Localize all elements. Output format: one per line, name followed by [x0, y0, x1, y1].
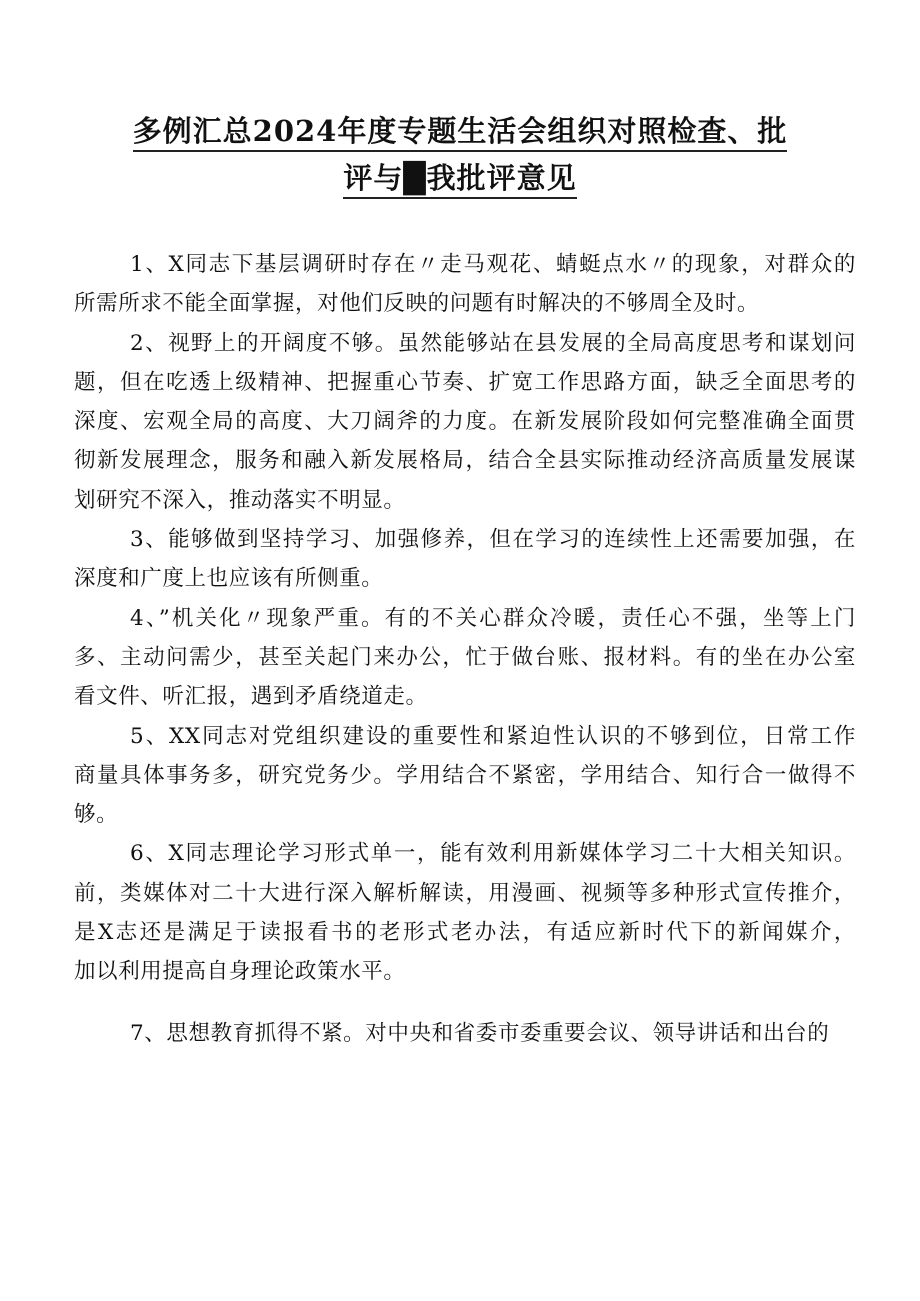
paragraph-2	[74, 324, 856, 520]
paragraph-5	[74, 717, 856, 835]
text-line: 所需所求不能全面掌握，对他们反映的问题有时解决的不够周全及时。	[74, 291, 760, 317]
text-line: 7、思想教育抓得不紧。对中央和省委市委重要会议、领导讲话和出台的	[130, 1020, 830, 1046]
text-line: 看文件、听汇报，遇到矛盾绕道走。	[74, 684, 428, 710]
text-line: 题，但在吃透上级精神、把握重心节奏、扩宽工作思路方面，缺乏全面思考的	[74, 369, 856, 395]
text-line: 多、主动问需少，甚至关起门来办公，忙于做台账、报材料。有的坐在办公室	[74, 644, 856, 670]
text-line: 加以利用提高自身理论政策水平。	[74, 959, 406, 985]
text-line: 3、能够做到坚持学习、加强修养，但在学习的连续性上还需要加强，在	[130, 527, 856, 553]
paragraph-3	[74, 520, 856, 599]
paragraph-gap	[74, 992, 856, 1014]
text-line: 深度和广度上也应该有所侧重。	[74, 566, 384, 592]
document-title	[80, 108, 840, 202]
paragraph-6	[74, 834, 856, 991]
document-body	[74, 245, 856, 1053]
text-line: 划研究不深入，推动落实不明显。	[74, 487, 406, 513]
text-line: 4、”机关化〃现象严重。有的不关心群众冷暖，责任心不强，坐等上门	[130, 605, 856, 631]
text-line: 6、X同志理论学习形式单一，能有效利用新媒体学习二十大相关知识。	[130, 841, 856, 867]
paragraph-1	[74, 245, 856, 324]
text-line: 深度、宏观全局的高度、大刀阔斧的力度。在新发展阶段如何完整准确全面贯	[74, 409, 856, 435]
text-line: 前，类媒体对二十大进行深入解析解读，用漫画、视频等多种形式宣传推介，	[74, 880, 856, 906]
text-line: 5、XX同志对党组织建设的重要性和紧迫性认识的不够到位，日常工作	[130, 723, 856, 749]
title-line-2: 评与█我批评意见	[80, 155, 840, 202]
text-line: 商量具体事务多，研究党务少。学用结合不紧密，学用结合、知行合一做得不	[74, 762, 856, 788]
text-line: 是X志还是满足于读报看书的老形式老办法，有适应新时代下的新闻媒介，	[74, 920, 856, 946]
paragraph-7	[74, 1014, 856, 1053]
title-line-1: 多例汇总2024年度专题生活会组织对照检查、批	[80, 108, 840, 155]
paragraph-4	[74, 599, 856, 717]
text-line: 彻新发展理念，服务和融入新发展格局，结合全县实际推动经济高质量发展谋	[74, 448, 856, 474]
text-line: 2、视野上的开阔度不够。虽然能够站在县发展的全局高度思考和谋划问	[130, 330, 856, 356]
text-line: 1、X同志下基层调研时存在〃走马观花、蜻蜓点水〃的现象，对群众的	[130, 252, 856, 277]
text-line: 够。	[74, 802, 119, 828]
